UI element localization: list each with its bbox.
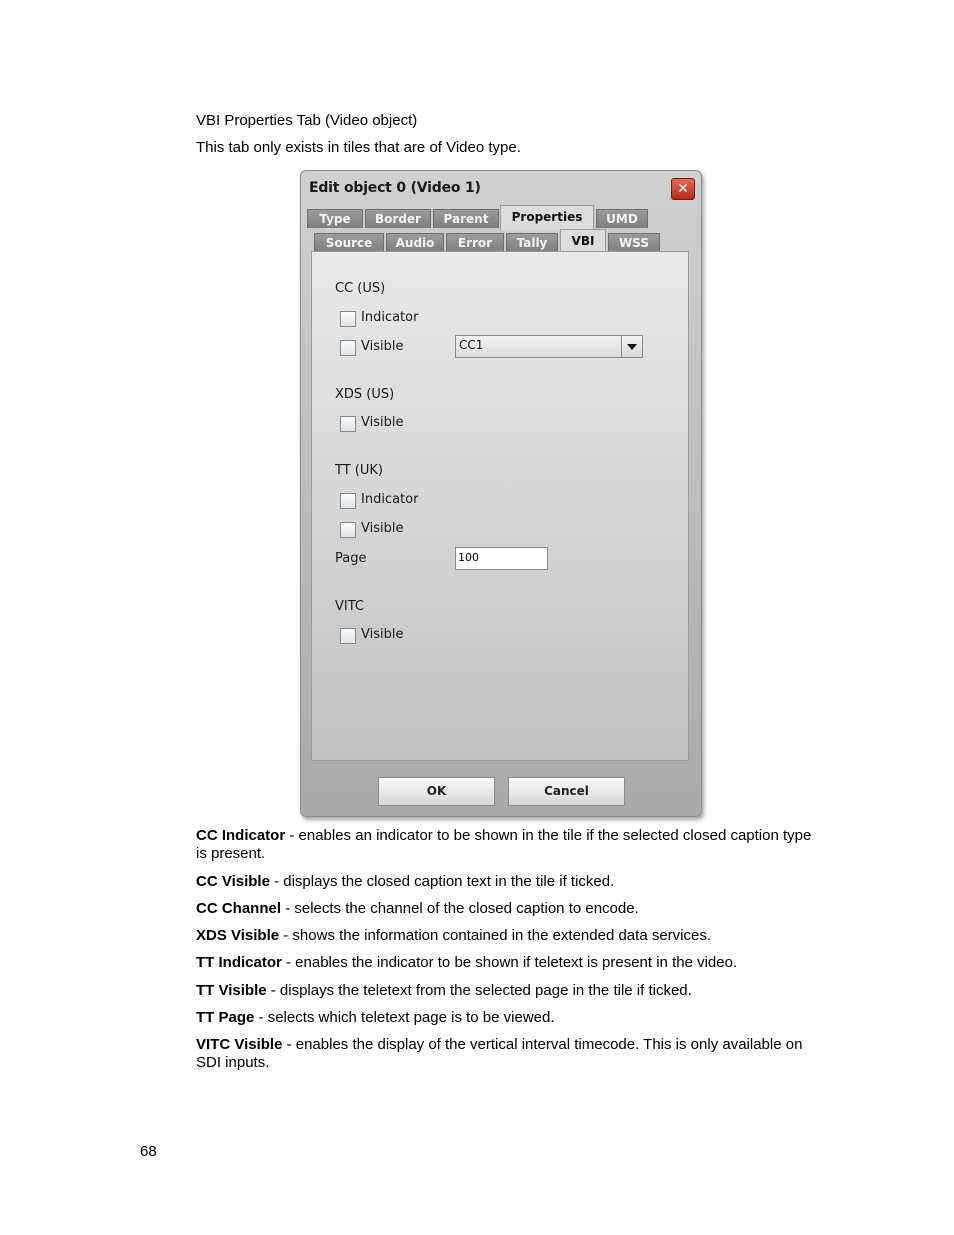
vbi-panel xyxy=(311,251,689,761)
dialog-titlebar xyxy=(301,171,701,205)
tab-properties[interactable]: Properties xyxy=(500,205,594,230)
cc-indicator-checkbox[interactable] xyxy=(340,311,356,327)
desc-tt-visible: TT Visible - displays the teletext from the selected page in the tile if ticked. xyxy=(196,982,692,999)
tt-page-input[interactable] xyxy=(456,548,544,567)
chevron-down-icon[interactable] xyxy=(621,336,642,357)
vitc-visible-checkbox[interactable] xyxy=(340,628,356,644)
desc-xds-visible: XDS Visible - shows the information contained in the extended data services. xyxy=(196,927,712,944)
close-icon[interactable]: ✕ xyxy=(671,178,695,200)
tt-visible-label: Visible xyxy=(361,521,404,536)
dialog-title: Edit object 0 (Video 1) xyxy=(309,180,481,196)
tab-tally[interactable]: Tally xyxy=(506,233,558,252)
tab-umd[interactable]: UMD xyxy=(596,209,648,228)
ok-button[interactable]: OK xyxy=(378,777,495,806)
cc-channel-select[interactable] xyxy=(455,335,643,358)
tab-border[interactable]: Border xyxy=(365,209,431,228)
section-heading: VBI Properties Tab (Video object) xyxy=(196,112,418,129)
tt-page-field[interactable] xyxy=(455,547,548,570)
desc-vitc-visible: VITC Visible - enables the display of the vertical interval timecode. This is only available on SDI inputs. xyxy=(196,1036,803,1071)
cc-visible-checkbox[interactable] xyxy=(340,340,356,356)
tab-parent[interactable]: Parent xyxy=(433,209,499,228)
tt-indicator-label: Indicator xyxy=(361,492,419,507)
tt-indicator-checkbox[interactable] xyxy=(340,493,356,509)
tt-page-label: Page xyxy=(335,551,367,566)
intro-text: This tab only exists in tiles that are of Video type. xyxy=(196,139,521,156)
tab-error[interactable]: Error xyxy=(446,233,504,252)
top-tab-row xyxy=(307,209,697,229)
cc-us-label: CC (US) xyxy=(335,281,386,296)
desc-cc-visible: CC Visible - displays the closed caption text in the tile if ticked. xyxy=(196,873,615,890)
bottom-tab-row xyxy=(314,233,664,253)
desc-tt-indicator: TT Indicator - enables the indicator to be shown if teletext is present in the video. xyxy=(196,954,738,971)
cancel-button[interactable]: Cancel xyxy=(508,777,625,806)
tab-type[interactable]: Type xyxy=(307,209,363,228)
vitc-visible-label: Visible xyxy=(361,627,404,642)
tab-audio[interactable]: Audio xyxy=(386,233,444,252)
cc-channel-value: CC1 xyxy=(459,338,484,352)
desc-cc-channel: CC Channel - selects the channel of the closed caption to encode. xyxy=(196,900,639,917)
desc-tt-page: TT Page - selects which teletext page is to be viewed. xyxy=(196,1009,555,1026)
tab-source[interactable]: Source xyxy=(314,233,384,252)
tab-vbi[interactable]: VBI xyxy=(560,229,606,254)
cc-visible-label: Visible xyxy=(361,339,404,354)
tt-uk-label: TT (UK) xyxy=(335,463,383,478)
tab-wss[interactable]: WSS xyxy=(608,233,660,252)
xds-us-label: XDS (US) xyxy=(335,387,395,402)
cc-indicator-label: Indicator xyxy=(361,310,419,325)
xds-visible-checkbox[interactable] xyxy=(340,416,356,432)
desc-cc-indicator: CC Indicator - enables an indicator to be shown in the tile if the selected closed caption type is present. xyxy=(196,827,812,862)
tt-visible-checkbox[interactable] xyxy=(340,522,356,538)
dialog-button-bar xyxy=(301,768,701,814)
page-number: 68 xyxy=(140,1143,157,1160)
vitc-label: VITC xyxy=(335,599,364,614)
xds-visible-label: Visible xyxy=(361,415,404,430)
edit-object-dialog xyxy=(300,170,702,817)
